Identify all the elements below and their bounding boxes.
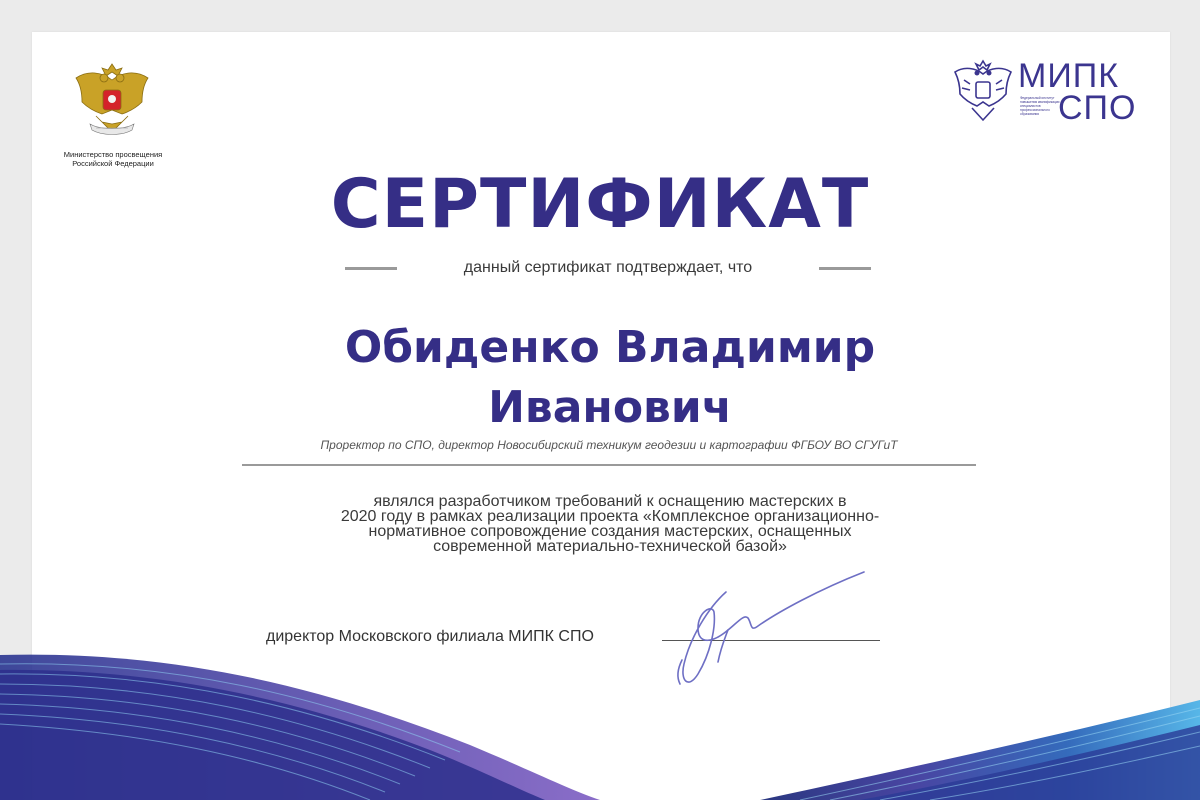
- certificate-body: [280, 494, 940, 554]
- recipient-name: [200, 318, 1020, 438]
- mipk-spo-logo: [952, 58, 1142, 132]
- mipk-line1: МИПК: [1018, 57, 1120, 95]
- recipient-name-line2: Иванович: [488, 382, 732, 433]
- double-headed-eagle-emblem-icon: [952, 58, 1014, 128]
- russian-coat-of-arms-icon: [66, 58, 158, 150]
- certificate-title: СЕРТИФИКАТ: [330, 165, 870, 244]
- body-line4: современной материально-технической базой»: [433, 538, 787, 555]
- handwritten-signature: [668, 568, 874, 696]
- ministry-label-line2: Российской Федерации: [72, 159, 154, 168]
- subtitle-dash-left: [345, 267, 397, 270]
- body-line2: 2020 году в рамках реализации проекта «Комплексное организационно-: [340, 508, 880, 525]
- subtitle-row: [345, 258, 871, 278]
- signatory-label: директор Московского филиала МИПК СПО: [266, 628, 594, 645]
- body-line3: нормативное сопровождение создания мастерских, оснащенных: [368, 523, 852, 540]
- certificate-subtitle: данный сертификат подтверждает, что: [463, 259, 753, 276]
- recipient-name-line1: Обиденко Владимир: [344, 322, 876, 373]
- recipient-position: Проректор по СПО, директор Новосибирский техникум геодезии и картографии ФГБОУ ВО СГУГиТ: [320, 438, 898, 452]
- body-line1: являлся разработчиком требований к оснащению мастерских в: [373, 493, 847, 510]
- mipk-small-text: Федеральный институт повышения квалификации специалистов профессионального образования: [1020, 96, 1060, 116]
- divider-rule: [242, 464, 976, 466]
- mipk-line2: СПО: [1058, 89, 1137, 127]
- subtitle-dash-right: [819, 267, 871, 270]
- ministry-label-line1: Министерство просвещения: [63, 150, 163, 159]
